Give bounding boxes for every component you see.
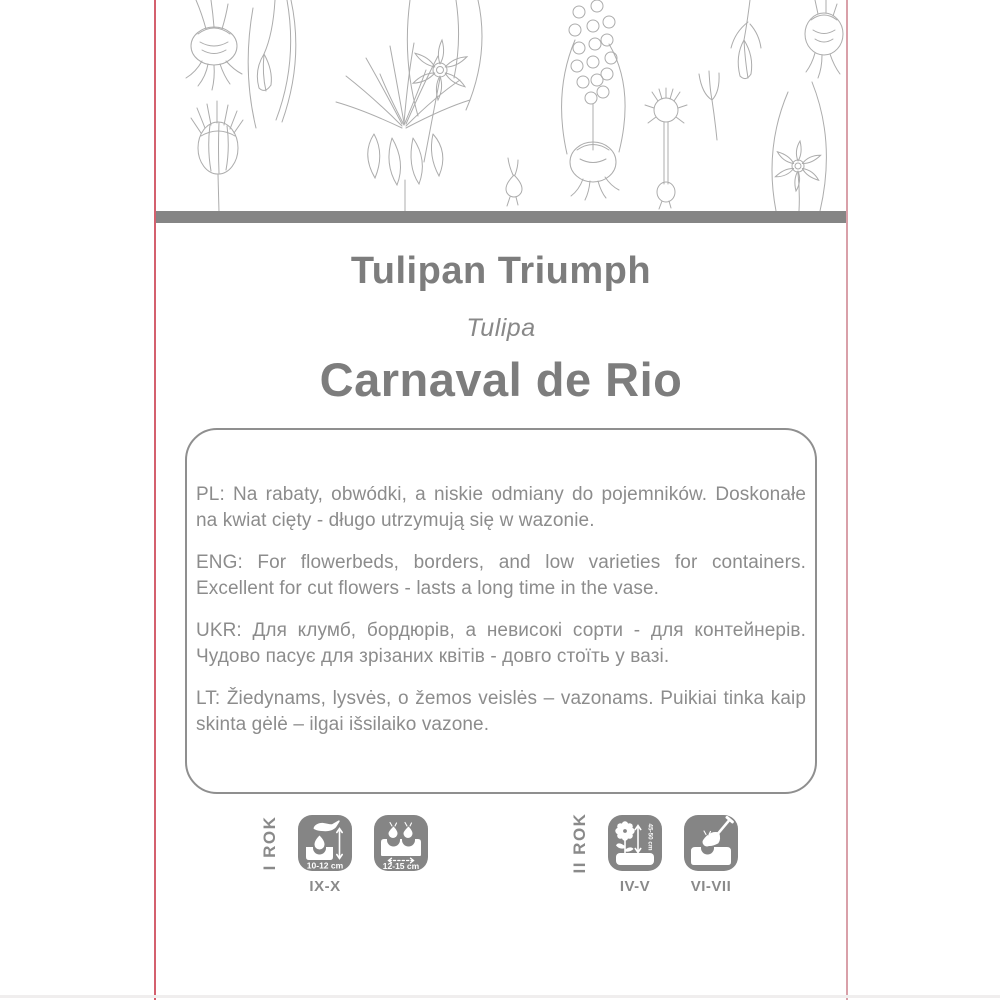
bulb-sketch-topleft	[186, 0, 242, 90]
height-value: 45-50 cm	[646, 823, 654, 851]
latin-name: Tulipa	[466, 314, 536, 342]
planting-depth-block	[298, 815, 352, 896]
planting-months: IX-X	[309, 878, 341, 895]
description-ukr: UKR: Для клумб, бордюрів, а невисокі сорти - для контейнерів. Чудово пасує для зрізаних квітів - довго стоїть у вазі.	[196, 620, 806, 667]
right-cut-mark-line	[846, 0, 848, 1000]
dig-up-icon	[684, 815, 738, 871]
botanical-illustration	[156, 0, 846, 211]
description-box	[185, 428, 817, 794]
flowering-height-icon	[608, 815, 662, 871]
allium-sketch	[645, 88, 687, 209]
soil-box-icon	[616, 853, 654, 865]
planting-depth-icon	[298, 815, 352, 871]
snowdrop-sketch	[248, 0, 296, 128]
hanging-bud-sketch	[731, 0, 761, 79]
seed-pod-sketch	[191, 101, 243, 211]
description-eng: ENG: For flowerbeds, borders, and low varieties for containers. Excellent for cut flowers - lasts a long time in the vase.	[196, 552, 806, 599]
fritillaria-sketch	[336, 43, 470, 211]
page-title: Tulipan Triumph	[350, 250, 652, 292]
sprouting-bulb-sketch	[506, 158, 522, 206]
bulb-packet-label	[156, 0, 846, 1000]
year1-label: I ROK	[260, 815, 279, 871]
crocus-sketch	[699, 71, 719, 140]
divider-bar	[156, 211, 846, 223]
depth-value: 10-12 cm	[306, 860, 344, 871]
year2-label: II ROK	[570, 812, 589, 874]
variety-name: Carnaval de Rio	[319, 353, 683, 406]
narcissus-sketch-2	[772, 82, 826, 211]
bulb-sketch-topright	[805, 0, 843, 78]
planting-spacing-block	[374, 815, 428, 896]
flowering-months: IV-V	[619, 878, 651, 895]
spacing-months	[374, 878, 428, 896]
spacing-value: 12-15 cm	[382, 861, 420, 871]
dig-up-block	[684, 815, 738, 896]
flowering-height-block	[608, 815, 662, 896]
hyacinth-sketch	[562, 0, 626, 154]
description-lt: LT: Žiedynams, lysvės, o žemos veislės – vazonams. Puikiai tinka kaip skinta gėlė – ilgai išsilaiko vazone.	[196, 688, 806, 735]
bottom-edge-mark	[0, 995, 1000, 998]
hyacinth-bulb-sketch	[570, 142, 619, 200]
planting-spacing-icon	[374, 815, 428, 871]
description-pl: PL: Na rabaty, obwódki, a niskie odmiany do pojemników. Doskonałe na kwiat cięty - długo utrzymują się w wazonie.	[196, 484, 806, 531]
soil-band-icon	[381, 839, 421, 856]
dig-up-months: VI-VII	[690, 878, 732, 895]
